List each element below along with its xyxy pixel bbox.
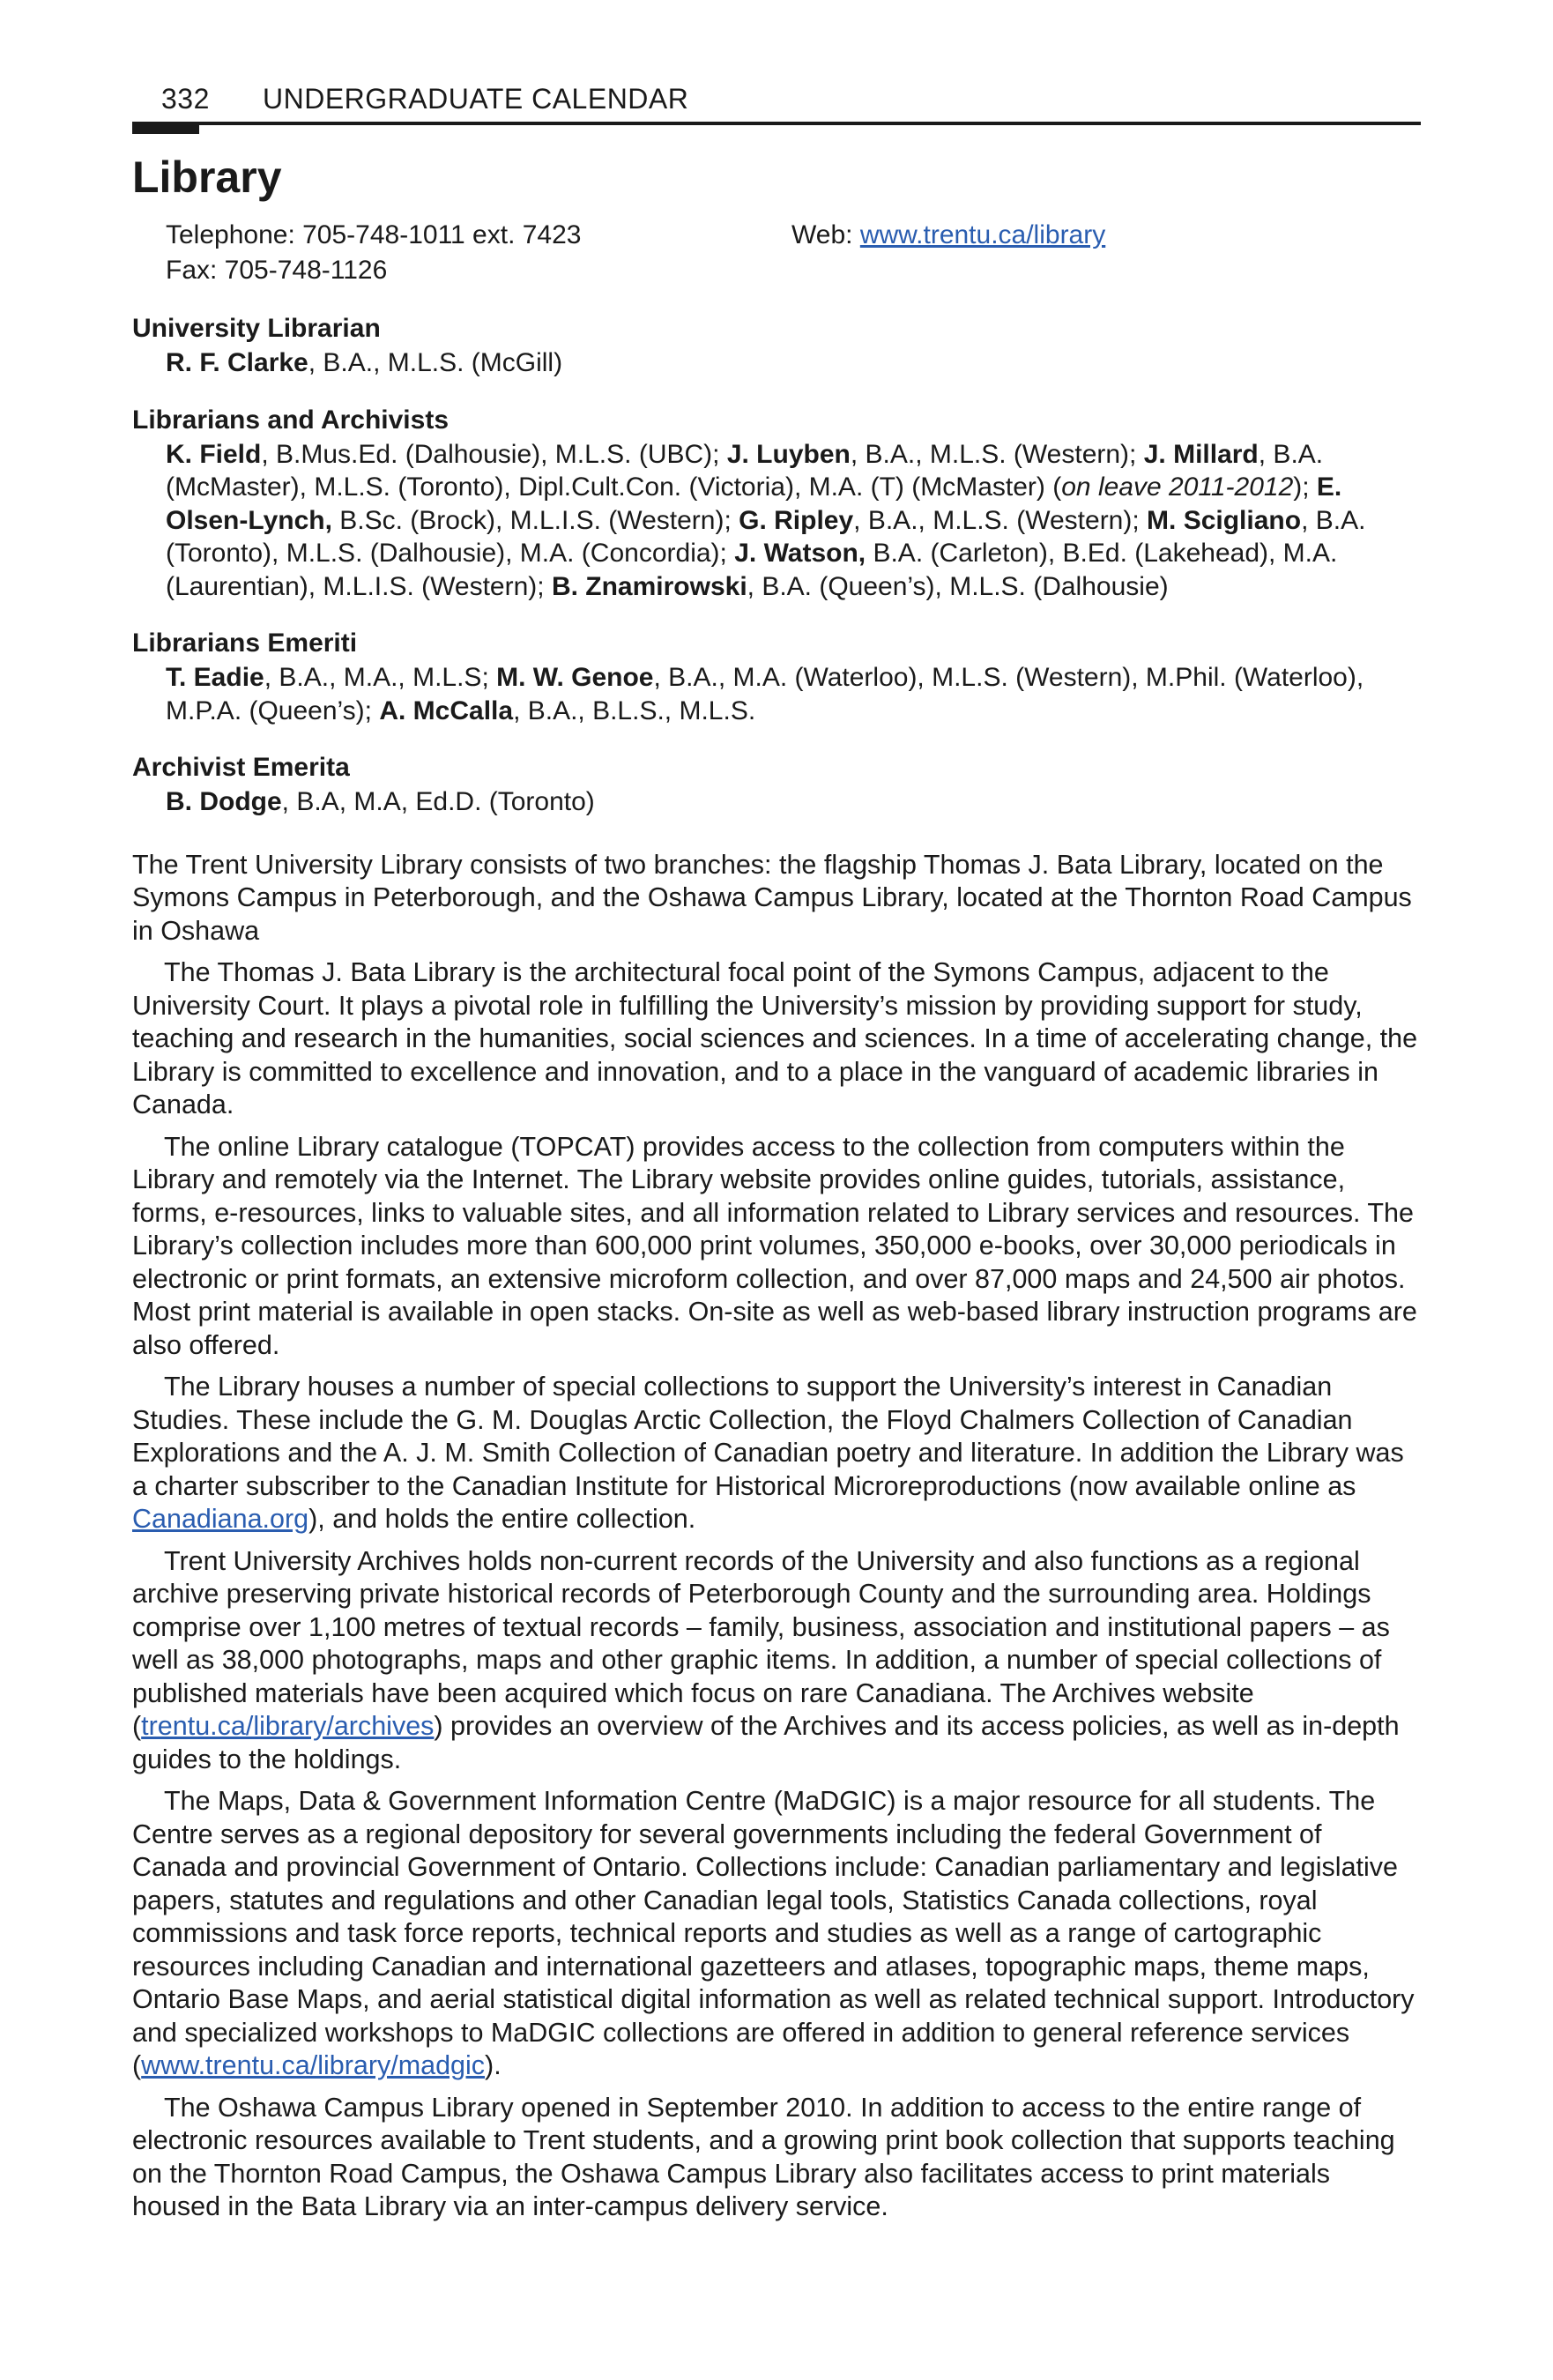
leave-note: on leave 2011-2012 (1061, 472, 1294, 502)
paragraph-text: The Maps, Data & Government Information Centre (MaDGIC) is a major resource for all students. The Centre serves as a regional depository for several governments including the federal Government of Canada and provincial Government of Ontario. Collections include: Canadian parliamentary and legislative papers, statutes and regulations and other Canadian legal tools, Statistics Canada collections, royal commissions and task force reports, technical reports and studies as well as a range of cartographic resources including Canadian and international gazetteers and atlases, topographic maps, theme maps, Ontario Base Maps, and aerial statistical digital information as well as related technical support. Introductory and specialized workshops to MaDGIC collections are offered in addition to general reference services ( (132, 1786, 1415, 2080)
paragraph-text: ). (485, 2050, 502, 2080)
contact-block (132, 218, 1421, 288)
staff-credentials: B.A. (Carleton), B.Ed. (Lakehead), M.A. (Laurentian), M.L.I.S. (Western); (166, 539, 1338, 601)
emeriti-list (166, 661, 1421, 727)
staff-credentials: , B.A., M.A., M.L.S; (264, 663, 497, 692)
running-title: UNDERGRADUATE CALENDAR (263, 83, 689, 115)
header-tab-marker (132, 122, 199, 134)
library-description (132, 849, 1421, 2224)
header-rule (132, 122, 1421, 125)
university-librarian-group (132, 311, 1421, 380)
canadiana-link[interactable]: Canadiana.org (132, 1504, 309, 1534)
staff-credentials: , B.A. (Toronto), M.L.S. (Dalhousie), M.A. (Concordia); (166, 505, 1366, 568)
page-header (132, 79, 1421, 134)
emeriti-group (132, 626, 1421, 727)
staff-credentials: , B.A., M.A. (Waterloo), M.L.S. (Western), M.Phil. (Waterloo), M.P.A. (Queen’s); (166, 663, 1364, 725)
archivist-emerita-group (132, 750, 1421, 819)
leave-close: ); (1293, 472, 1310, 502)
web-label: Web: (791, 220, 860, 249)
staff-credentials: , B.A., M.L.S. (Western); (853, 505, 1148, 535)
paragraph-oshawa-library: The Oshawa Campus Library opened in September 2010. In addition to access to the entire range of electronic resources available to Trent students, and a growing print book collection that supports teaching on the Thornton Road Campus, the Oshawa Campus Library also facilitates access to print materials housed in the Bata Library via an inter-campus delivery service. (132, 2092, 1395, 2221)
document-page (132, 79, 1421, 2233)
page-number: 332 (161, 83, 210, 115)
emeriti-heading: Librarians Emeriti (132, 628, 358, 658)
librarians-list (166, 438, 1421, 604)
paragraph-catalogue: The online Library catalogue (TOPCAT) provides access to the collection from computers within the Library and remotely via the Internet. The Library website provides online guides, tutorials, assistance, forms, e-resources, links to valuable sites, and all information related to Library services and resources. The Library’s collection includes more than 600,000 print volumes, 350,000 e-books, over 30,000 periodicals in electronic or print formats, an extensive microform collection, and over 87,000 maps and 24,500 air photos. Most print material is available in open stacks. On-site as well as web-based library instruction programs are also offered. (132, 1131, 1417, 1360)
staff-name: J. Luyben (726, 439, 851, 469)
paragraph-text: ) provides an overview of the Archives and its access policies, as well as in-depth guides to the holdings. (132, 1711, 1400, 1774)
paragraph-special-collections (132, 1371, 1421, 1536)
paragraph-bata-library: The Thomas J. Bata Library is the architectural focal point of the Symons Campus, adjacent to the University Court. It plays a pivotal role in fulfilling the University’s mission by providing support for study, teaching and research in the humanities, social sciences and sciences. In a time of accelerating change, the Library is committed to excellence and innovation, and to a place in the vanguard of academic libraries in Canada. (132, 957, 1418, 1119)
paragraph-text: The Library houses a number of special collections to support the University’s interest in Canadian Studies. These include the G. M. Douglas Arctic Collection, the Floyd Chalmers Collection of Canadian Explorations and the A. J. M. Smith Collection of Canadian poetry and literature. In addition the Library was a charter subscriber to the Canadian Institute for Historical Microreproductions (now available online as (132, 1372, 1404, 1501)
staff-credentials: B.Sc. (Brock), M.L.I.S. (Western); (331, 505, 739, 535)
staff-name: M. Scigliano (1147, 505, 1302, 535)
staff-name: K. Field (166, 439, 262, 469)
staff-credentials: , B.A., M.L.S. (Western); (850, 439, 1144, 469)
staff-name: A. McCalla (379, 695, 514, 725)
contact-phone-fax (166, 218, 582, 288)
staff-name: M. W. Genoe (496, 663, 654, 692)
university-librarian-heading: University Librarian (132, 314, 381, 343)
staff-name: B. Dodge (166, 787, 282, 816)
madgic-link[interactable]: www.trentu.ca/library/madgic (141, 2050, 486, 2080)
staff-name: R. F. Clarke (166, 348, 308, 377)
section-title: Library (132, 152, 282, 202)
librarians-heading: Librarians and Archivists (132, 405, 450, 435)
staff-credentials: , B.A. (Queen’s), M.L.S. (Dalhousie) (747, 571, 1169, 601)
contact-web (791, 218, 1105, 253)
archivist-emerita-heading: Archivist Emerita (132, 753, 350, 782)
paragraph-text: ), and holds the entire collection. (308, 1504, 696, 1534)
university-librarian-entry (166, 346, 1421, 380)
archives-link[interactable]: trentu.ca/library/archives (141, 1711, 435, 1741)
paragraph-archives (132, 1545, 1421, 1777)
staff-credentials: , B.A., B.L.S., M.L.S. (513, 695, 756, 725)
fax-text: Fax: 705-748-1126 (166, 256, 388, 285)
librarians-group (132, 403, 1421, 604)
staff-credentials: , B.A, M.A, Ed.D. (Toronto) (281, 787, 595, 816)
staff-name: G. Ripley (739, 505, 854, 535)
archivist-emerita-entry (166, 785, 1421, 819)
staff-credentials: , B.A., M.L.S. (McGill) (308, 348, 563, 377)
paragraph-text: Trent University Archives holds non-current records of the University and also functions as a regional archive preserving private historical records of Peterborough County and the surrounding area. Holdings comprise over 1,100 metres of textual records – family, business, association and institutional papers – as well as 38,000 photographs, maps and other graphic items. In addition, a number of special collections of published materials have been acquired which focus on rare Canadiana. The Archives website ( (132, 1545, 1390, 1741)
staff-name: J. Millard (1143, 439, 1259, 469)
staff-name: B. Znamirowski (551, 571, 747, 601)
telephone-text: Telephone: 705-748-1011 ext. 7423 (166, 220, 582, 249)
staff-name: E. Olsen-Lynch, (166, 472, 1342, 535)
staff-credentials: , B.Mus.Ed. (Dalhousie), M.L.S. (UBC); (261, 439, 727, 469)
library-web-link[interactable]: www.trentu.ca/library (859, 220, 1106, 249)
paragraph-branches: The Trent University Library consists of two branches: the flagship Thomas J. Bata Library, located on the Symons Campus in Peterborough, and the Oshawa Campus Library, located at the Thornton Road Campus in Oshawa (132, 849, 1412, 946)
staff-name: T. Eadie (166, 663, 264, 692)
staff-credentials: , B.A. (McMaster), M.L.S. (Toronto), Dipl.Cult.Con. (Victoria), M.A. (T) (McMaster) ( (166, 439, 1324, 502)
paragraph-madgic (132, 1785, 1421, 2083)
staff-name: J. Watson, (734, 539, 866, 568)
